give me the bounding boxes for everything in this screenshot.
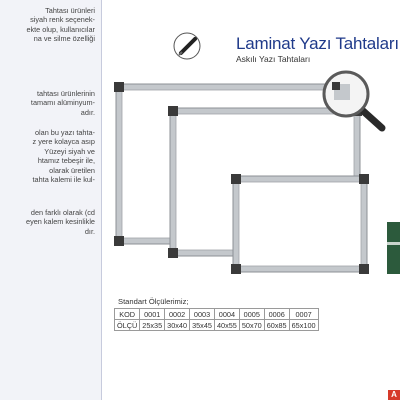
table-cell: 35x45: [190, 320, 215, 331]
table-cell: KOD: [115, 309, 140, 320]
table-cell: 60x85: [264, 320, 289, 331]
table-cell: 0003: [190, 309, 215, 320]
table-cell: 0005: [239, 309, 264, 320]
magnifier-icon: [318, 66, 388, 136]
description-paragraph-4: den farklı olarak (cd eyen kalem kesinlikle dır.: [26, 208, 95, 236]
corner-badge: A: [388, 390, 400, 400]
description-paragraph-3: olan bu yazı tahta- z yere kolayca asıp Yüzeyi siyah ve htamız tebeşir ile, olarak üretilen tahta kalemi ile kul-: [32, 128, 95, 185]
table-row: [115, 309, 319, 320]
table-cell: 50x70: [239, 320, 264, 331]
table-cell: 0004: [214, 309, 239, 320]
table-cell: ÖLÇÜ: [115, 320, 140, 331]
standard-sizes-label: Standart Ölçülerimiz;: [118, 297, 189, 306]
table-cell: 0002: [165, 309, 190, 320]
table-cell: 0006: [264, 309, 289, 320]
whiteboard-small: [231, 174, 369, 274]
table-cell: 0007: [289, 309, 318, 320]
description-paragraph-2: tahtası ürünlerinin tamamı alüminyum- adır.: [30, 89, 95, 117]
page-title: Laminat Yazı Tahtaları: [236, 34, 399, 53]
table-cell: 25x35: [140, 320, 165, 331]
table-cell: 30x40: [165, 320, 190, 331]
table-cell: 0001: [140, 309, 165, 320]
table-cell: 65x100: [289, 320, 318, 331]
table-cell: 40x55: [214, 320, 239, 331]
color-swatch-green: [387, 222, 400, 274]
page-subtitle: Askılı Yazı Tahtaları: [236, 54, 311, 64]
table-row: [115, 320, 319, 331]
description-paragraph-1: Tahtası ürünleri siyah renk seçenek- ekte olup, kullanıcılar na ve silme özelliği: [26, 6, 95, 44]
color-swatch-stripe: [387, 242, 400, 245]
standard-sizes-table: [114, 308, 319, 331]
